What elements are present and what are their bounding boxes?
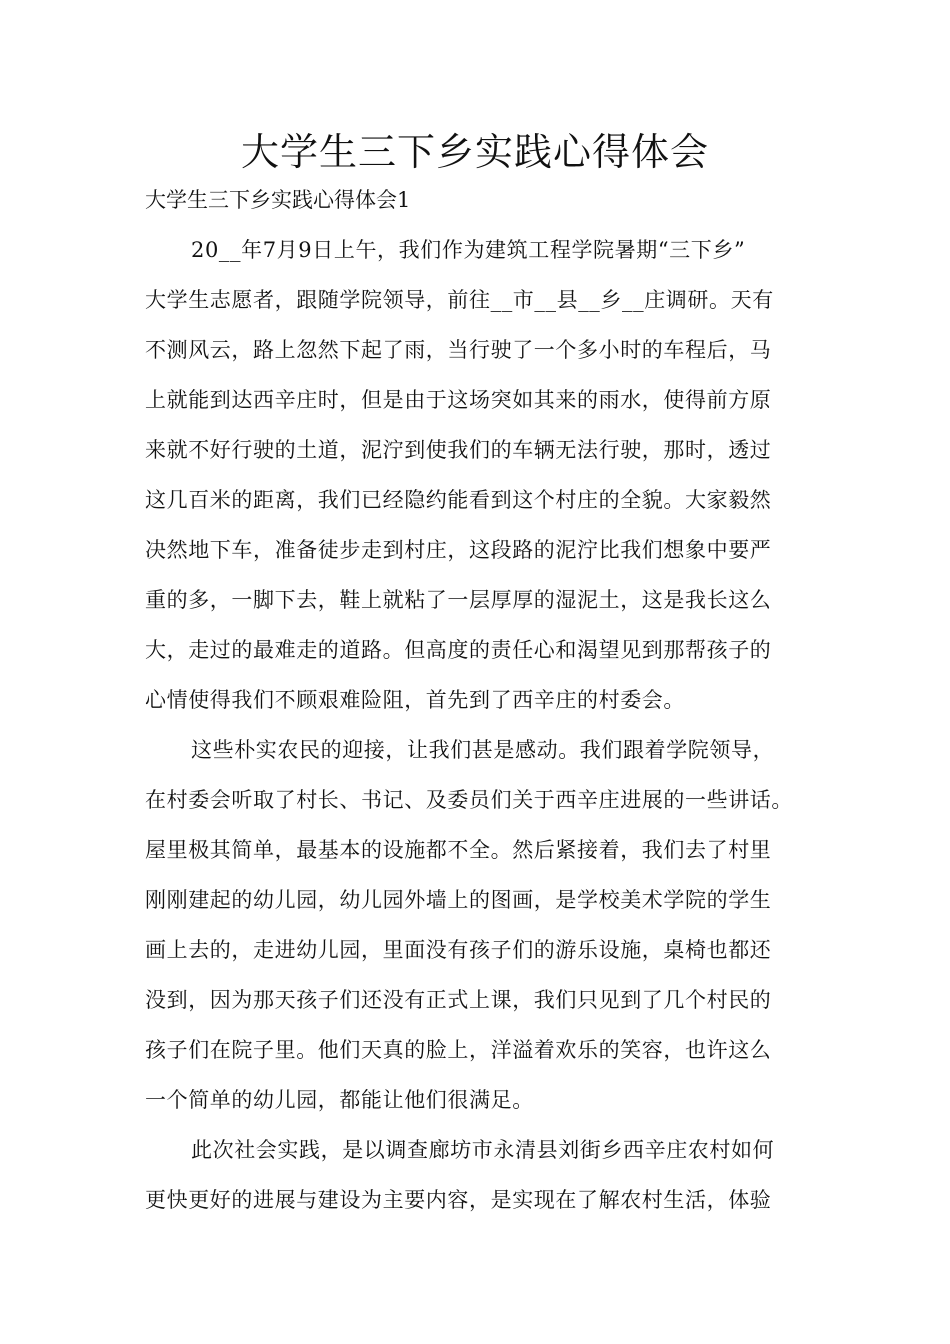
paragraph-2-line: 在村委会听取了村长、书记、及委员们关于西辛庄进展的一些讲话。 (145, 788, 793, 812)
paragraph-1-line: 这几百米的距离，我们已经隐约能看到这个村庄的全貌。大家毅然 (145, 488, 772, 512)
paragraph-3-line: 更快更好的进展与建设为主要内容，是实现在了解农村生活，体验 (145, 1188, 772, 1212)
paragraph-1-line: 重的多，一脚下去，鞋上就粘了一层厚厚的湿泥土，这是我长这么 (145, 588, 772, 612)
paragraph-2-line: 没到，因为那天孩子们还没有正式上课，我们只见到了几个村民的 (145, 988, 772, 1012)
paragraph-1-line: 来就不好行驶的土道，泥泞到使我们的车辆无法行驶，那时，透过 (145, 438, 772, 462)
paragraph-1-line: 决然地下车，准备徒步走到村庄，这段路的泥泞比我们想象中要严 (145, 538, 772, 562)
paragraph-1-line: 上就能到达西辛庄时，但是由于这场突如其来的雨水，使得前方原 (145, 388, 772, 412)
paragraph-2-line: 画上去的，走进幼儿园，里面没有孩子们的游乐设施，桌椅也都还 (145, 938, 772, 962)
paragraph-1-line: 不测风云，路上忽然下起了雨，当行驶了一个多小时的车程后，马 (145, 338, 772, 362)
paragraph-1-line: 大学生志愿者，跟随学院领导，前往__市__县__乡__庄调研。天有 (145, 288, 774, 312)
paragraph-2-line: 一个简单的幼儿园，都能让他们很满足。 (145, 1088, 534, 1112)
paragraph-1-line: 心情使得我们不顾艰难险阻，首先到了西辛庄的村委会。 (145, 688, 685, 712)
paragraph-1-line: 20__年7月9日上午，我们作为建筑工程学院暑期“三下乡” (191, 238, 746, 262)
paragraph-3-line: 此次社会实践，是以调查廊坊市永清县刘街乡西辛庄农村如何 (191, 1138, 775, 1162)
paragraph-2-line: 刚刚建起的幼儿园，幼儿园外墙上的图画，是学校美术学院的学生 (145, 888, 772, 912)
document-body (145, 232, 825, 1232)
paragraph-2-line: 这些朴实农民的迎接，让我们甚是感动。我们跟着学院领导， (191, 738, 775, 762)
document-subtitle: 大学生三下乡实践心得体会1 (145, 188, 411, 212)
paragraph-2-line: 屋里极其简单，最基本的设施都不全。然后紧接着，我们去了村里 (145, 838, 772, 862)
document-title: 大学生三下乡实践心得体会 (240, 130, 709, 174)
paragraph-2-line: 孩子们在院子里。他们天真的脸上，洋溢着欢乐的笑容，也许这么 (145, 1038, 772, 1062)
paragraph-1-line: 大，走过的最难走的道路。但高度的责任心和渴望见到那帮孩子的 (145, 638, 772, 662)
